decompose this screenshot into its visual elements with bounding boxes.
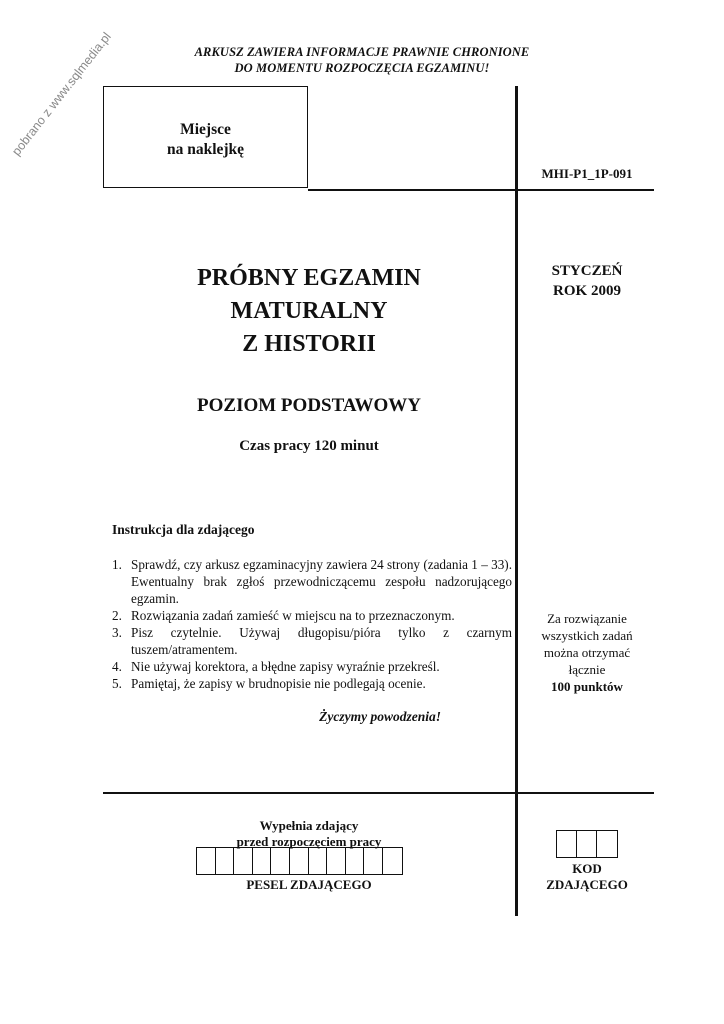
exam-code: MHI-P1_1P-091	[541, 166, 633, 181]
instructions-title: Instrukcja dla zdającego	[112, 522, 255, 537]
pesel-label: PESEL ZDAJĄCEGO	[246, 877, 372, 892]
kod-boxes	[556, 830, 618, 858]
kod-digit-box[interactable]	[557, 831, 577, 857]
instruction-number: 5.	[112, 676, 122, 691]
fill-line-1: Wypełnia zdający	[259, 818, 359, 833]
title-line-2: MATURALNY	[230, 298, 388, 324]
instruction-text: Pisz czytelnie. Używaj długopisu/pióra tylko z czarnym tuszem/atramentem.	[131, 625, 512, 657]
bottom-divider	[103, 792, 654, 794]
instruction-number: 2.	[112, 608, 122, 623]
header-line-1: ARKUSZ ZAWIERA INFORMACJE PRAWNIE CHRONIONE	[194, 45, 530, 59]
instruction-item	[112, 607, 512, 624]
kod-digit-box[interactable]	[597, 831, 617, 857]
exam-date	[520, 261, 654, 301]
sticker-line-2: na naklejkę	[166, 141, 245, 158]
instruction-item	[112, 675, 512, 692]
exam-title	[103, 262, 515, 361]
pesel-digit-box[interactable]	[364, 848, 383, 874]
instruction-number: 3.	[112, 625, 122, 640]
instruction-text: Sprawdź, czy arkusz egzaminacyjny zawiera 24 strony (zadania 1 – 33). Ewentualny brak zgłoś przewodniczącemu zespołu nadzorującego egzamin.	[131, 557, 512, 606]
instruction-text: Rozwiązania zadań zamieść w miejscu na to przeznaczonym.	[131, 608, 455, 623]
instruction-item	[112, 556, 512, 607]
score-line-2: wszystkich zadań	[541, 628, 633, 643]
header-notice	[0, 44, 724, 76]
instruction-text: Pamiętaj, że zapisy w brudnopisie nie podlegają ocenie.	[131, 676, 426, 691]
exam-level: POZIOM PODSTAWOWY	[197, 395, 421, 416]
pesel-digit-box[interactable]	[327, 848, 346, 874]
pesel-digit-box[interactable]	[197, 848, 216, 874]
pesel-digit-box[interactable]	[234, 848, 253, 874]
title-line-1: PRÓBNY EGZAMIN	[197, 265, 421, 291]
score-line-1: Za rozwiązanie	[547, 611, 627, 626]
instruction-text: Nie używaj korektora, a błędne zapisy wyraźnie przekreśl.	[131, 659, 440, 674]
score-points-value: 100 punktów	[551, 679, 623, 694]
pesel-digit-box[interactable]	[216, 848, 235, 874]
sticker-box	[103, 86, 308, 188]
kod-label	[520, 861, 654, 893]
date-year: ROK 2009	[553, 283, 621, 299]
kod-label-line-2: ZDAJĄCEGO	[546, 877, 628, 892]
good-luck-wish: Życzymy powodzenia!	[319, 709, 441, 724]
pesel-digit-box[interactable]	[383, 848, 402, 874]
score-line-3: można otrzymać	[543, 645, 631, 660]
pesel-digit-box[interactable]	[290, 848, 309, 874]
instruction-number: 4.	[112, 659, 122, 674]
pesel-digit-box[interactable]	[271, 848, 290, 874]
fill-line-2: przed rozpoczęciem pracy	[236, 834, 382, 849]
instructions-list	[112, 556, 512, 692]
pesel-digit-box[interactable]	[309, 848, 328, 874]
score-line-4: łącznie	[568, 662, 606, 677]
kod-label-line-1: KOD	[572, 861, 602, 876]
instruction-item	[112, 658, 512, 675]
watermark: pobrano z www.sqlmedia.pl	[9, 29, 114, 159]
kod-digit-box[interactable]	[577, 831, 597, 857]
header-line-2: DO MOMENTU ROZPOCZĘCIA EGZAMINU!	[234, 61, 490, 75]
sticker-line-1: Miejsce	[180, 121, 231, 138]
exam-time: Czas pracy 120 minut	[239, 438, 379, 454]
date-month: STYCZEŃ	[551, 263, 623, 279]
fill-info	[103, 818, 515, 850]
title-line-3: Z HISTORII	[242, 331, 376, 357]
pesel-boxes	[196, 847, 403, 875]
instruction-item	[112, 624, 512, 658]
instruction-number: 1.	[112, 557, 122, 572]
pesel-digit-box[interactable]	[253, 848, 272, 874]
top-divider	[308, 189, 654, 191]
score-info	[520, 610, 654, 695]
score-points	[520, 678, 654, 695]
pesel-digit-box[interactable]	[346, 848, 365, 874]
